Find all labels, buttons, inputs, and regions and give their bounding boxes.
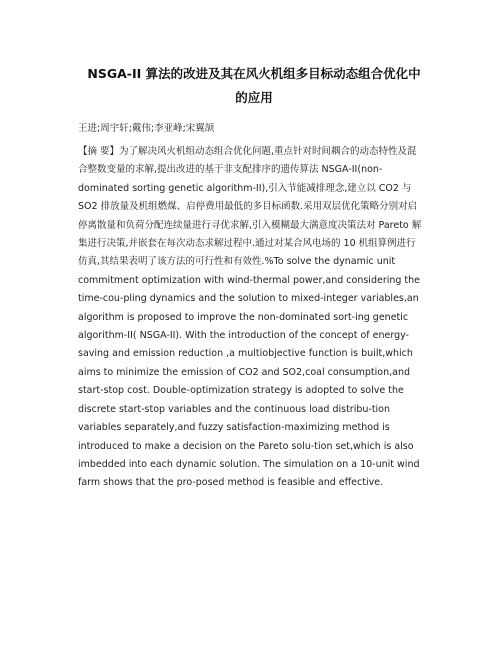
abstract-line: time-cou-pling dynamics and the solution to mixed-integer variables,an <box>78 293 419 305</box>
author-list: 王进;周宇轩;戴伟;李亚峰;宋翼颉 <box>78 123 215 134</box>
abstract-line: farm shows that the pro-posed method is feasible and effective. <box>78 477 384 489</box>
abstract-line: algorithm is proposed to improve the non-dominated sort-ing genetic <box>78 311 409 323</box>
abstract <box>78 143 430 493</box>
abstract-line: imbedded into each dynamic solution. The simulation on a 10-unit wind <box>78 458 420 470</box>
abstract-line: discrete start-stop variables and the continuous load distribu-tion <box>78 403 391 415</box>
abstract-line: 仿真,其结果表明了该方法的可行性和有效性.%To solve the dynamic unit <box>78 256 396 268</box>
abstract-line: SO2 排放量及机组燃煤、启停费用最低的多目标函数.采用双层优化策略分别对启 <box>78 201 418 213</box>
abstract-line: 集进行决策,并嵌套在每次动态求解过程中.通过对某合风电场的 10 机组算例进行 <box>78 238 416 250</box>
abstract-text: 为了解决风火机组动态组合优化问题,重点针对时间耦合的动态特性及混 <box>119 146 417 157</box>
abstract-line: variables separately,and fuzzy satisfaction-maximizing method is <box>78 422 390 434</box>
abstract-line: introduced to make a decision on the Pareto solu-tion set,which is also <box>78 440 414 452</box>
abstract-label: 【摘 要】 <box>78 146 120 157</box>
abstract-line: algorithm-II( NSGA-II). With the introduction of the concept of energy- <box>78 330 409 342</box>
title-line-1: NSGA-II 算法的改进及其在风火机组多目标动态组合优化中 <box>87 66 421 81</box>
title-line-2: 的应用 <box>235 90 273 105</box>
abstract-line: 合整数变量的求解,提出改进的基于非支配排序的遗传算法 NSGA-II(non- <box>78 164 383 176</box>
paper-title <box>78 0 430 110</box>
abstract-line: saving and emission reduction ,a multiobjective function is built,which <box>78 348 413 360</box>
abstract-line: aims to minimize the emission of CO2 and SO2,coal consumption,and <box>78 366 411 378</box>
abstract-line <box>78 143 430 161</box>
abstract-line: commitment optimization with wind-thermal power,and considering the <box>78 274 421 286</box>
abstract-line: dominated sorting genetic algorithm-II),引入节能减排理念,建立以 CO2 与 <box>78 182 412 194</box>
abstract-line: 停离散量和负荷分配连续量进行寻优求解,引入模糊最大满意度决策法对 Pareto 解 <box>78 219 422 231</box>
abstract-line: start-stop cost. Double-optimization strategy is adopted to solve the <box>78 385 404 397</box>
